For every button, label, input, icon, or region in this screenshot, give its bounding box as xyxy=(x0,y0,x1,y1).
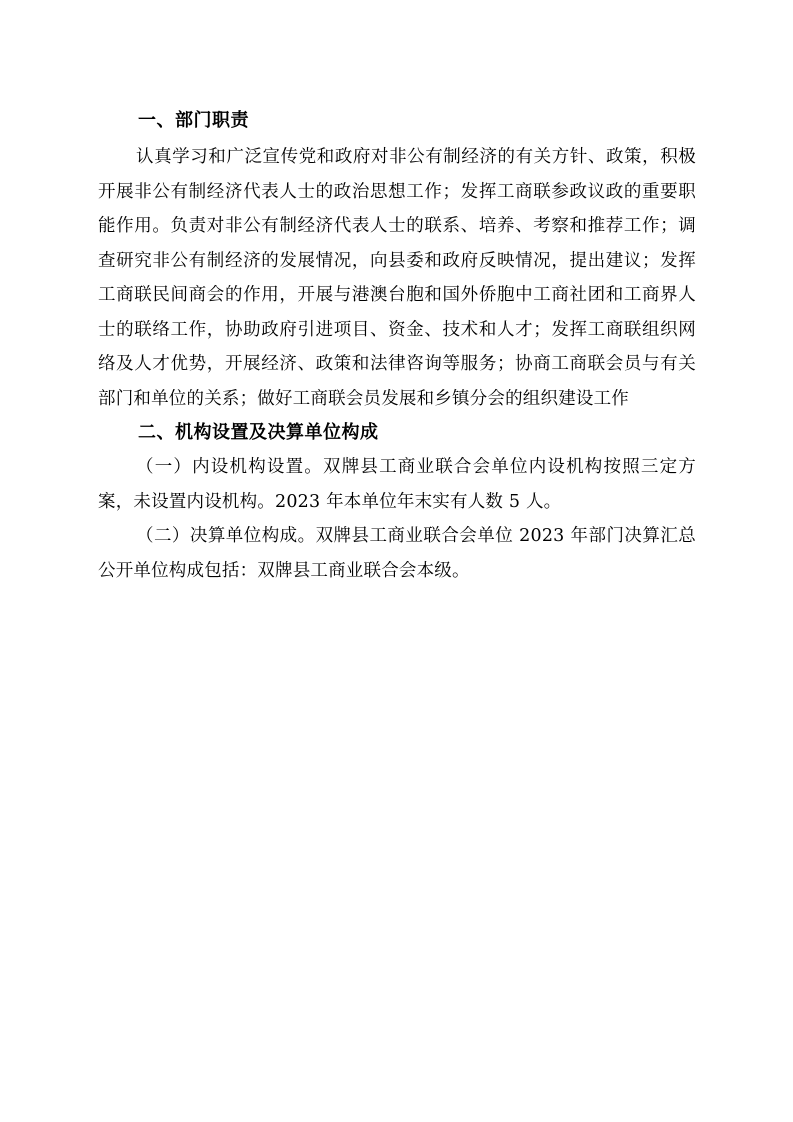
document-body xyxy=(98,104,696,588)
paragraph-final-accounts-units: （二）决算单位构成。双牌县工商业联合会单位 2023 年部门决算汇总公开单位构成包括：双牌县工商业联合会本级。 xyxy=(98,526,696,581)
paragraph-internal-structure: （一）内设机构设置。双牌县工商业联合会单位内设机构按照三定方案，未设置内设机构。2023 年本单位年末实有人数 5 人。 xyxy=(98,457,696,512)
section-heading-department-duties: 一、部门职责 xyxy=(138,110,249,131)
section-heading-organization: 二、机构设置及决算单位构成 xyxy=(138,422,379,443)
paragraph-department-duties: 认真学习和广泛宣传党和政府对非公有制经济的有关方针、政策，积极开展非公有制经济代表人士的政治思想工作；发挥工商联参政议政的重要职能作用。负责对非公有制经济代表人士的联系、培养、考察和推荐工作；调查研究非公有制经济的发展情况，向县委和政府反映情况，提出建议；发挥工商联民间商会的作用，开展与港澳台胞和国外侨胞中工商社团和工商界人士的联络工作，协助政府引进项目、资金、技术和人才；发挥工商联组织网络及人才优势，开展经济、政策和法律咨询等服务；协商工商联会员与有关部门和单位的关系；做好工商联会员发展和乡镇分会的组织建设工作 xyxy=(98,147,696,409)
